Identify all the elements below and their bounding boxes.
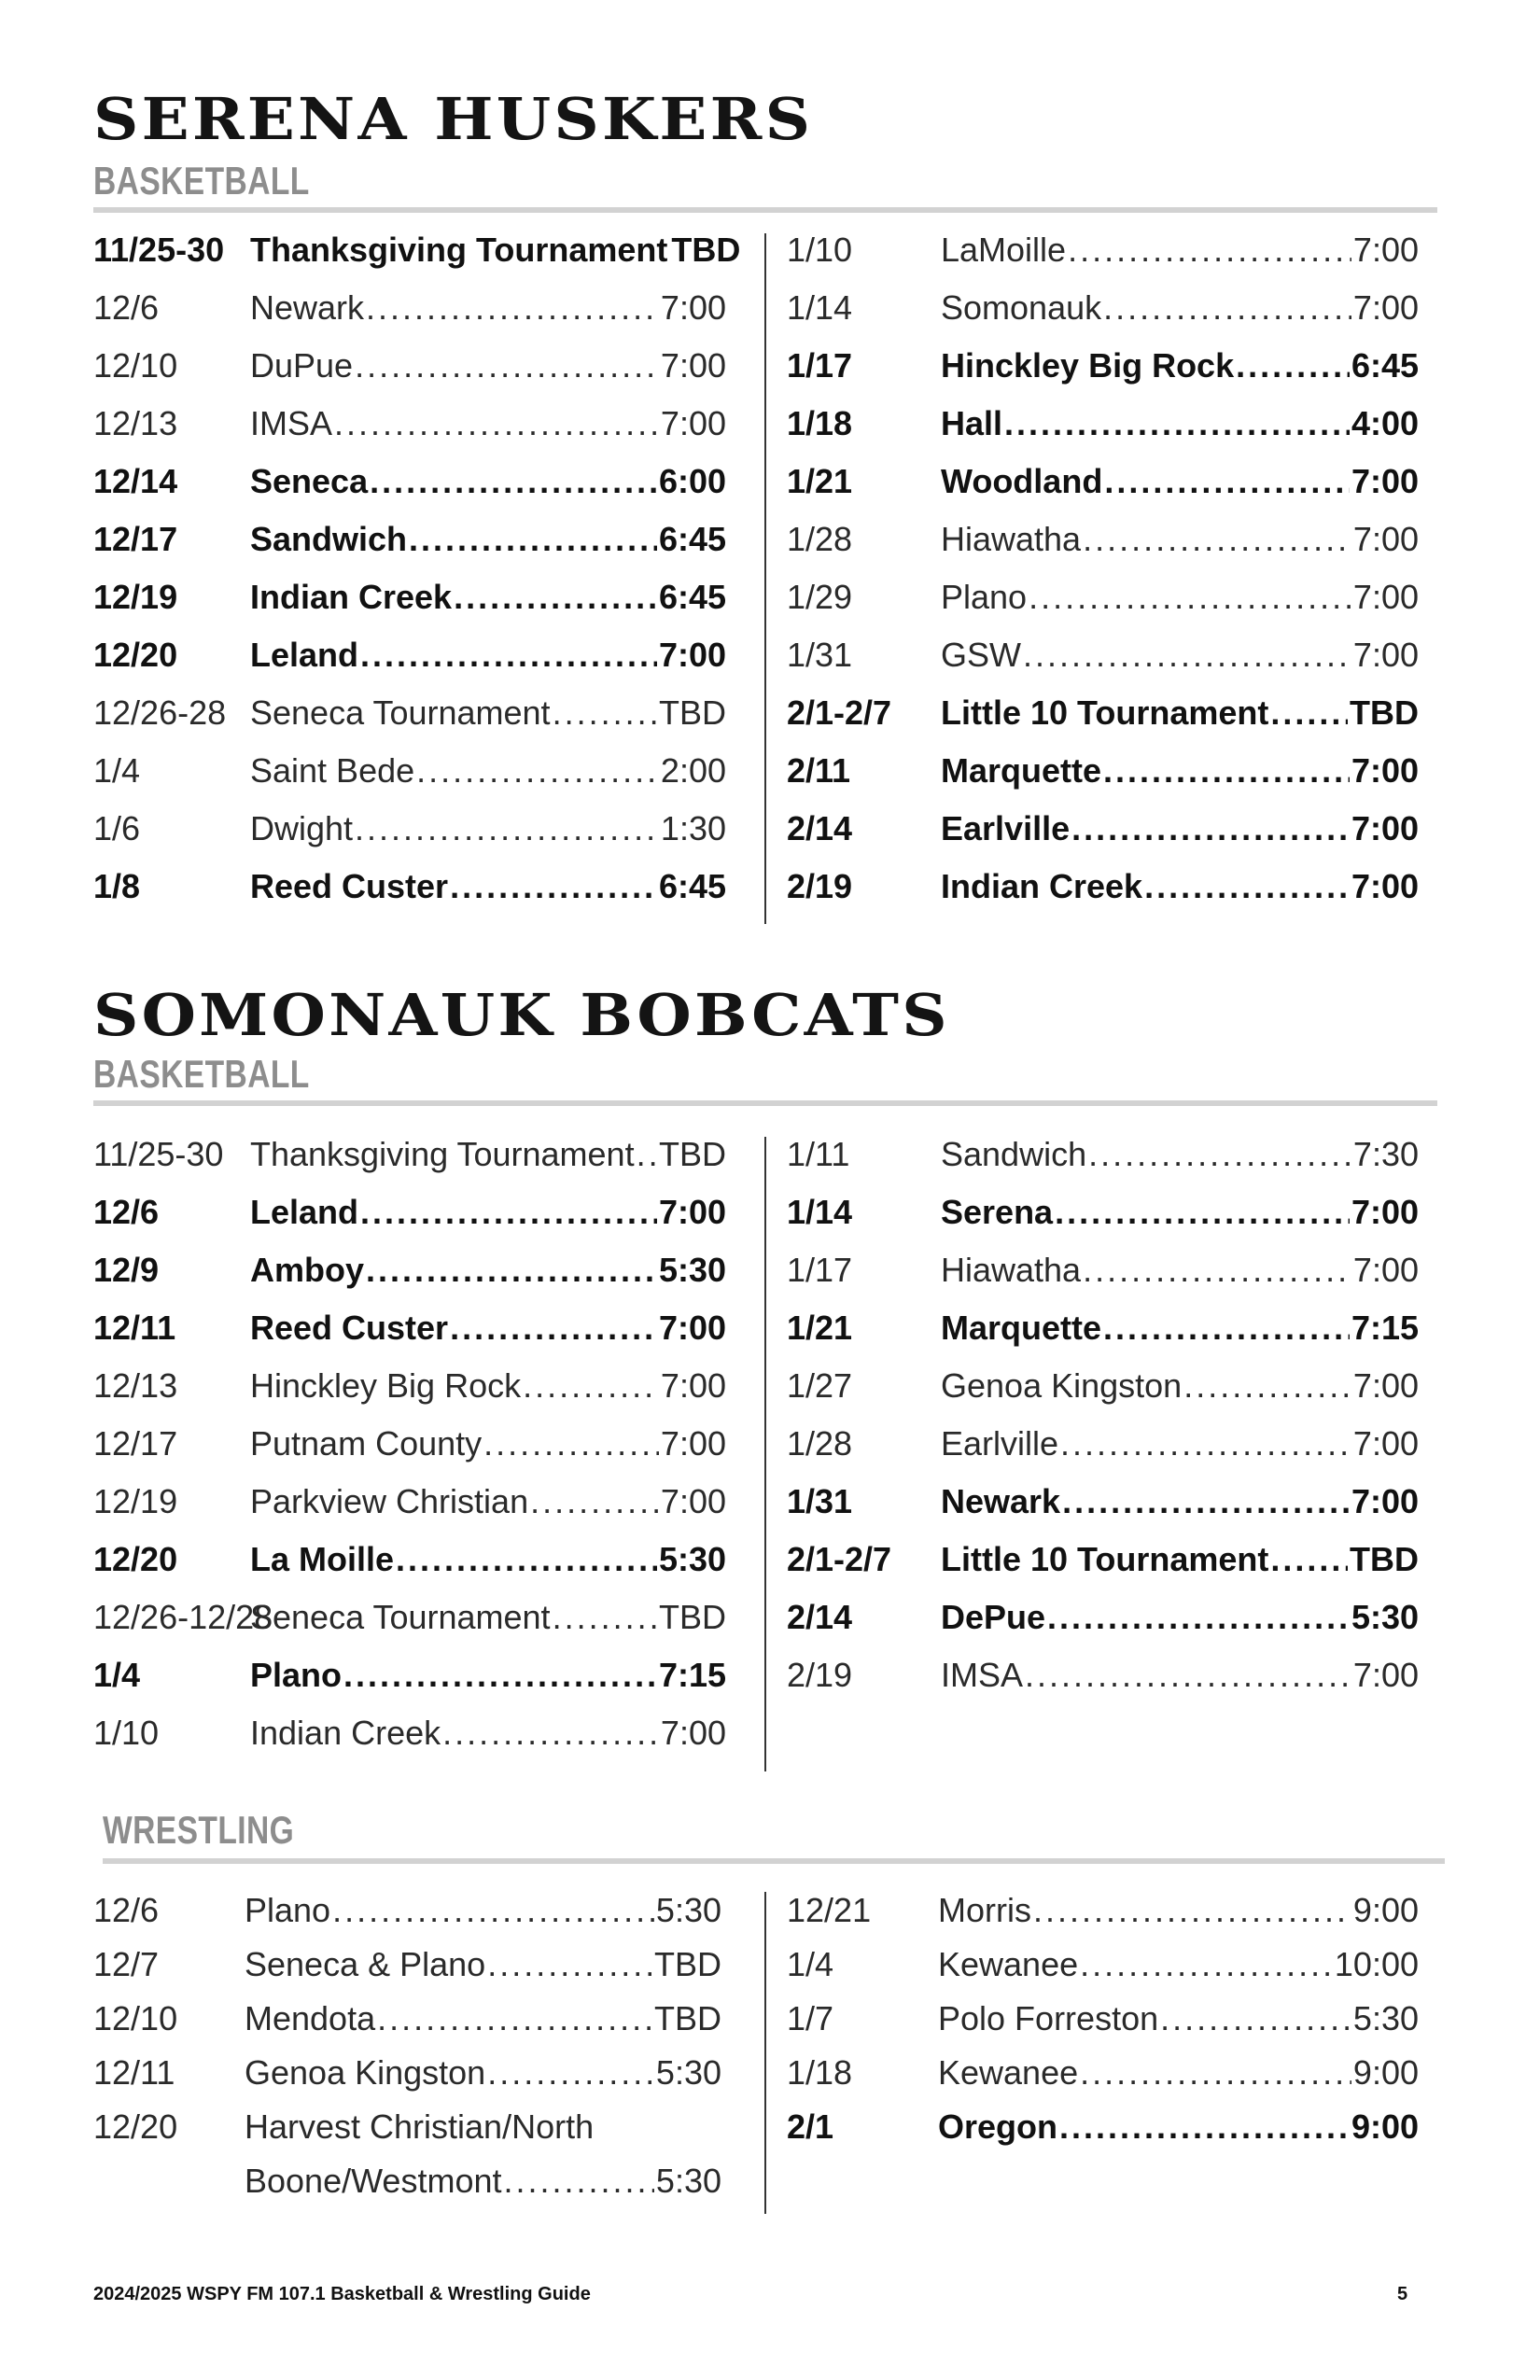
game-time: 7:00 [660, 1714, 726, 1752]
game-date: 12/26-28 [93, 693, 227, 732]
game-date: 12/10 [93, 1999, 178, 2037]
opponent-name: Plano [941, 578, 1028, 616]
game-time: 7:00 [658, 636, 726, 674]
schedule-row [787, 1540, 1419, 1598]
opponent-name: Mendota [245, 1999, 376, 2037]
game-date: 12/11 [93, 1309, 176, 1347]
leader-dots [1068, 231, 1351, 270]
game-date: 1/10 [93, 1714, 160, 1752]
schedule-row [787, 231, 1419, 288]
game-date: 12/21 [787, 1891, 872, 1929]
serena-team-title: SERENA HUSKERS [93, 85, 814, 153]
leader-dots [1103, 1309, 1350, 1348]
game-date: 12/20 [93, 636, 178, 674]
opponent-name: Genoa Kingston [245, 2053, 486, 2092]
game-date: 1/18 [787, 2053, 853, 2092]
game-time: 7:00 [1352, 578, 1419, 616]
opponent-name: Little 10 Tournament [941, 1540, 1269, 1578]
game-time: 7:00 [660, 346, 726, 385]
leader-dots [366, 1251, 657, 1290]
game-time: 7:00 [660, 1482, 726, 1520]
game-date: 12/9 [93, 1251, 160, 1289]
schedule-row [787, 1424, 1419, 1482]
schedule-row [93, 1251, 726, 1309]
leader-dots [1080, 2053, 1351, 2093]
opponent-name: Genoa Kingston [941, 1366, 1183, 1405]
opponent-name: Kewanee [938, 2053, 1079, 2092]
schedule-row [787, 288, 1419, 346]
opponent-name: Earlville [941, 809, 1071, 847]
game-date: 1/31 [787, 636, 853, 674]
leader-dots [503, 2162, 653, 2201]
game-date: 12/26-12/28 [93, 1598, 273, 1636]
opponent-name: Oregon [938, 2107, 1058, 2146]
schedule-row [787, 636, 1419, 693]
schedule-row [787, 1309, 1419, 1366]
game-time: 4:00 [1351, 404, 1419, 442]
leader-dots [1083, 1251, 1351, 1290]
serena-basketball-rule [93, 207, 1437, 213]
game-date: 11/25-30 [93, 231, 225, 269]
game-time: TBD [1350, 1540, 1419, 1578]
leader-dots [454, 578, 657, 617]
game-time: 7:00 [1351, 751, 1419, 790]
somonauk-wrestling-schedule-right [787, 1891, 1419, 2162]
schedule-row [787, 578, 1419, 636]
footer-guide-title: 2024/2025 WSPY FM 107.1 Basketball & Wrestling Guide [93, 2284, 591, 2304]
opponent-name: Reed Custer [250, 1309, 449, 1347]
game-date: 1/11 [787, 1135, 850, 1173]
schedule-row [93, 520, 726, 578]
opponent-name: Somonauk [941, 288, 1102, 327]
game-date: 1/4 [787, 1945, 834, 1983]
game-time: 5:30 [1351, 1598, 1419, 1636]
leader-dots [360, 636, 657, 675]
game-time: 7:15 [1351, 1309, 1419, 1347]
footer-page-number: 5 [1397, 2284, 1408, 2304]
game-date: 12/19 [93, 1482, 178, 1520]
game-time: 7:00 [660, 1366, 726, 1405]
schedule-row [787, 1193, 1419, 1251]
schedule-row [93, 1891, 721, 1945]
game-time: 7:00 [660, 404, 726, 442]
game-date: 2/19 [787, 1656, 853, 1694]
opponent-name: DePue [941, 1598, 1046, 1636]
game-date: 12/17 [93, 1424, 178, 1463]
schedule-row [93, 1999, 721, 2053]
schedule-row [787, 1945, 1419, 1999]
game-time: 2:00 [660, 751, 726, 790]
game-time: 6:45 [1351, 346, 1419, 385]
opponent-name: Harvest Christian/North [245, 2107, 595, 2146]
game-date: 12/6 [93, 288, 160, 327]
leader-dots [483, 1424, 659, 1463]
game-date: 12/17 [93, 520, 178, 558]
opponent-name: Reed Custer [250, 867, 449, 905]
somonauk-wrestling-schedule-left [93, 1891, 721, 2216]
game-date: 2/14 [787, 809, 853, 847]
game-date: 12/20 [93, 1540, 178, 1578]
leader-dots [1080, 1945, 1333, 1984]
schedule-row [93, 751, 726, 809]
opponent-name: LaMoille [941, 231, 1067, 269]
opponent-name: Marquette [941, 751, 1102, 790]
game-time: 7:00 [1351, 809, 1419, 847]
leader-dots [442, 1714, 659, 1753]
game-time: TBD [671, 231, 741, 269]
opponent-name: Saint Bede [250, 751, 415, 790]
game-date: 12/20 [93, 2107, 178, 2146]
schedule-row [93, 2162, 721, 2216]
game-time: TBD [659, 1598, 726, 1636]
game-date: 2/1-2/7 [787, 693, 892, 732]
opponent-name: Thanksgiving Tournament [250, 1135, 635, 1173]
game-time: 7:00 [1352, 1366, 1419, 1405]
opponent-name: Marquette [941, 1309, 1102, 1347]
leader-dots [1088, 1135, 1351, 1174]
game-date: 1/14 [787, 1193, 853, 1231]
leader-dots [553, 1598, 657, 1637]
game-date: 2/19 [787, 867, 853, 905]
schedule-row [93, 462, 726, 520]
leader-dots [332, 1891, 654, 1930]
game-date: 1/6 [93, 809, 141, 847]
game-time: 6:45 [658, 867, 726, 905]
opponent-name: Dwight [250, 809, 354, 847]
game-time: 6:45 [658, 578, 726, 616]
leader-dots [523, 1366, 659, 1406]
game-time: 7:00 [1351, 867, 1419, 905]
game-date: 12/7 [93, 1945, 160, 1983]
opponent-name: Thanksgiving Tournament [250, 231, 668, 269]
game-date: 1/4 [93, 751, 141, 790]
schedule-row [93, 1366, 726, 1424]
game-time: 5:30 [658, 1540, 726, 1578]
schedule-row [787, 1251, 1419, 1309]
opponent-name: Kewanee [938, 1945, 1079, 1983]
schedule-row [787, 1598, 1419, 1656]
game-date: 12/13 [93, 404, 178, 442]
schedule-row [93, 867, 726, 925]
opponent-name: Seneca Tournament [250, 1598, 551, 1636]
schedule-row [93, 346, 726, 404]
schedule-row [787, 404, 1419, 462]
leader-dots [366, 288, 659, 328]
game-time: 5:30 [655, 1891, 721, 1929]
serena-column-divider [764, 233, 766, 924]
game-time: 7:00 [1351, 462, 1419, 500]
game-time: TBD [659, 693, 726, 732]
leader-dots [1083, 520, 1351, 559]
leader-dots [416, 751, 659, 791]
leader-dots [1236, 346, 1350, 385]
leader-dots [396, 1540, 657, 1579]
game-date: 12/6 [93, 1193, 160, 1231]
opponent-name: Seneca Tournament [250, 693, 551, 732]
game-date: 12/6 [93, 1891, 160, 1929]
game-time: 6:00 [658, 462, 726, 500]
game-date: 1/21 [787, 462, 853, 500]
schedule-row [787, 2053, 1419, 2107]
opponent-name: Woodland [941, 462, 1103, 500]
opponent-name: Serena [941, 1193, 1054, 1231]
schedule-row [93, 693, 726, 751]
schedule-row [93, 809, 726, 867]
opponent-name: Leland [250, 1193, 359, 1231]
schedule-row [93, 1135, 726, 1193]
leader-dots [1183, 1366, 1351, 1406]
opponent-name: Plano [250, 1656, 343, 1694]
leader-dots [1104, 462, 1350, 501]
opponent-name: Boone/Westmont [245, 2162, 502, 2200]
opponent-name: Plano [245, 1891, 331, 1929]
game-date: 1/29 [787, 578, 853, 616]
leader-dots [1004, 404, 1350, 443]
somonauk-team-title: SOMONAUK BOBCATS [93, 981, 950, 1049]
schedule-row [787, 867, 1419, 925]
opponent-name: Hiawatha [941, 1251, 1082, 1289]
opponent-name: Indian Creek [250, 578, 453, 616]
leader-dots [370, 462, 657, 501]
schedule-row [93, 288, 726, 346]
schedule-row [787, 1366, 1419, 1424]
leader-dots [1103, 288, 1351, 328]
opponent-name: Morris [938, 1891, 1031, 1929]
schedule-row [93, 1945, 721, 1999]
game-date: 2/11 [787, 751, 851, 790]
schedule-row [787, 2107, 1419, 2162]
opponent-name: IMSA [941, 1656, 1024, 1694]
schedule-row [787, 809, 1419, 867]
game-date: 1/28 [787, 520, 853, 558]
leader-dots [1160, 1999, 1351, 2038]
game-date: 1/17 [787, 346, 853, 385]
opponent-name: Putnam County [250, 1424, 483, 1463]
schedule-row [93, 1309, 726, 1366]
somonauk-basketball-schedule-left [93, 1135, 726, 1771]
somonauk-basketball-heading: BASKETBALL [93, 1052, 310, 1096]
schedule-row [787, 1482, 1419, 1540]
leader-dots [637, 1135, 657, 1174]
game-time: TBD [659, 1135, 726, 1173]
leader-dots [450, 867, 657, 906]
schedule-row [93, 1482, 726, 1540]
game-date: 1/21 [787, 1309, 853, 1347]
game-time: 7:00 [1351, 1193, 1419, 1231]
somonauk-basketball-rule [93, 1100, 1437, 1106]
leader-dots [553, 693, 657, 733]
game-date: 1/7 [787, 1999, 834, 2037]
game-time: 7:00 [658, 1193, 726, 1231]
game-time: 9:00 [1352, 1891, 1419, 1929]
schedule-row [93, 231, 741, 288]
opponent-name: Indian Creek [250, 1714, 441, 1752]
serena-basketball-schedule-right [787, 231, 1419, 925]
game-date: 11/25-30 [93, 1135, 224, 1173]
opponent-name: Seneca & Plano [245, 1945, 486, 1983]
schedule-row [93, 1540, 726, 1598]
schedule-row [93, 1598, 726, 1656]
opponent-name: Newark [941, 1482, 1061, 1520]
somonauk-wrestling-column-divider [764, 1892, 766, 2214]
game-date: 1/17 [787, 1251, 853, 1289]
leader-dots [343, 1656, 657, 1695]
somonauk-basketball-schedule-right [787, 1135, 1419, 1714]
game-date: 1/18 [787, 404, 853, 442]
somonauk-wrestling-rule [103, 1858, 1445, 1864]
schedule-row [787, 1656, 1419, 1714]
game-time: 7:00 [1352, 636, 1419, 674]
game-time: 5:30 [655, 2162, 721, 2200]
schedule-row [93, 1656, 726, 1714]
game-time: TBD [654, 1999, 721, 2037]
leader-dots [1055, 1193, 1350, 1232]
leader-dots [1033, 1891, 1351, 1930]
game-time: 7:00 [1352, 231, 1419, 269]
schedule-row [787, 1891, 1419, 1945]
game-date: 12/11 [93, 2053, 175, 2092]
opponent-name: Earlville [941, 1424, 1059, 1463]
opponent-name: Hiawatha [941, 520, 1082, 558]
leader-dots [360, 1193, 657, 1232]
leader-dots [1023, 636, 1351, 675]
game-time: 10:00 [1334, 1945, 1419, 1983]
opponent-name: Polo Forreston [938, 1999, 1159, 2037]
schedule-row [93, 2107, 721, 2162]
schedule-row [787, 462, 1419, 520]
opponent-name: Hinckley Big Rock [250, 1366, 522, 1405]
leader-dots [1270, 693, 1348, 733]
leader-dots [1103, 751, 1350, 791]
game-date: 1/14 [787, 288, 853, 327]
game-date: 1/28 [787, 1424, 853, 1463]
schedule-row [787, 693, 1419, 751]
somonauk-basketball-column-divider [764, 1137, 766, 1771]
game-date: 2/1-2/7 [787, 1540, 892, 1578]
game-time: 7:00 [660, 1424, 726, 1463]
opponent-name: Amboy [250, 1251, 365, 1289]
schedule-row [787, 346, 1419, 404]
game-time: 7:00 [1351, 1482, 1419, 1520]
game-time: 7:00 [1352, 520, 1419, 558]
leader-dots [1270, 1540, 1348, 1579]
schedule-row [93, 1424, 726, 1482]
game-date: 2/14 [787, 1598, 853, 1636]
game-date: 1/27 [787, 1366, 853, 1405]
game-date: 12/13 [93, 1366, 178, 1405]
schedule-row [93, 1193, 726, 1251]
leader-dots [1059, 2107, 1350, 2147]
serena-basketball-heading: BASKETBALL [93, 159, 310, 203]
leader-dots [1025, 1656, 1351, 1695]
leader-dots [355, 346, 659, 385]
game-time: 7:00 [1352, 1251, 1419, 1289]
game-date: 12/14 [93, 462, 178, 500]
leader-dots [334, 404, 659, 443]
schedule-row [93, 636, 726, 693]
schedule-row [93, 1714, 726, 1771]
game-time: 5:30 [655, 2053, 721, 2092]
leader-dots [487, 2053, 654, 2093]
schedule-row [93, 578, 726, 636]
opponent-name: Sandwich [941, 1135, 1087, 1173]
game-date: 12/19 [93, 578, 178, 616]
game-time: 5:30 [1352, 1999, 1419, 2037]
game-time: 7:30 [1352, 1135, 1419, 1173]
leader-dots [1060, 1424, 1351, 1463]
leader-dots [1062, 1482, 1350, 1521]
schedule-row [787, 1999, 1419, 2053]
schedule-row [787, 520, 1419, 578]
leader-dots [377, 1999, 652, 2038]
game-date: 1/4 [93, 1656, 141, 1694]
opponent-name: Leland [250, 636, 359, 674]
game-time: 1:30 [660, 809, 726, 847]
leader-dots [1047, 1598, 1350, 1637]
schedule-row [93, 2053, 721, 2107]
leader-dots [487, 1945, 652, 1984]
schedule-row [93, 404, 726, 462]
game-date: 2/1 [787, 2107, 834, 2146]
opponent-name: Indian Creek [941, 867, 1143, 905]
game-time: 7:00 [1352, 1424, 1419, 1463]
leader-dots [530, 1482, 659, 1521]
leader-dots [1029, 578, 1351, 617]
game-date: 12/10 [93, 346, 178, 385]
game-time: 6:45 [658, 520, 726, 558]
leader-dots [355, 809, 659, 848]
game-time: TBD [654, 1945, 721, 1983]
opponent-name: DuPue [250, 346, 354, 385]
game-date: 1/31 [787, 1482, 853, 1520]
leader-dots [1071, 809, 1350, 848]
opponent-name: IMSA [250, 404, 333, 442]
game-date: 1/10 [787, 231, 853, 269]
opponent-name: Seneca [250, 462, 369, 500]
schedule-row [787, 1135, 1419, 1193]
opponent-name: La Moille [250, 1540, 395, 1578]
opponent-name: Sandwich [250, 520, 408, 558]
somonauk-wrestling-heading: WRESTLING [103, 1808, 295, 1852]
leader-dots [450, 1309, 657, 1348]
game-time: TBD [1350, 693, 1419, 732]
game-time: 7:00 [1352, 1656, 1419, 1694]
opponent-name: Hall [941, 404, 1003, 442]
game-date: 1/8 [93, 867, 141, 905]
opponent-name: GSW [941, 636, 1021, 674]
schedule-row [787, 751, 1419, 809]
serena-basketball-schedule-left [93, 231, 741, 925]
game-time: 7:00 [660, 288, 726, 327]
opponent-name: Hinckley Big Rock [941, 346, 1235, 385]
game-time: 7:00 [658, 1309, 726, 1347]
game-time: 7:00 [1352, 288, 1419, 327]
opponent-name: Newark [250, 288, 365, 327]
opponent-name: Little 10 Tournament [941, 693, 1269, 732]
game-time: 7:15 [658, 1656, 726, 1694]
leader-dots [409, 520, 657, 559]
game-time: 9:00 [1352, 2053, 1419, 2092]
opponent-name: Parkview Christian [250, 1482, 529, 1520]
leader-dots [1144, 867, 1350, 906]
game-time: 9:00 [1351, 2107, 1419, 2146]
game-time: 5:30 [658, 1251, 726, 1289]
